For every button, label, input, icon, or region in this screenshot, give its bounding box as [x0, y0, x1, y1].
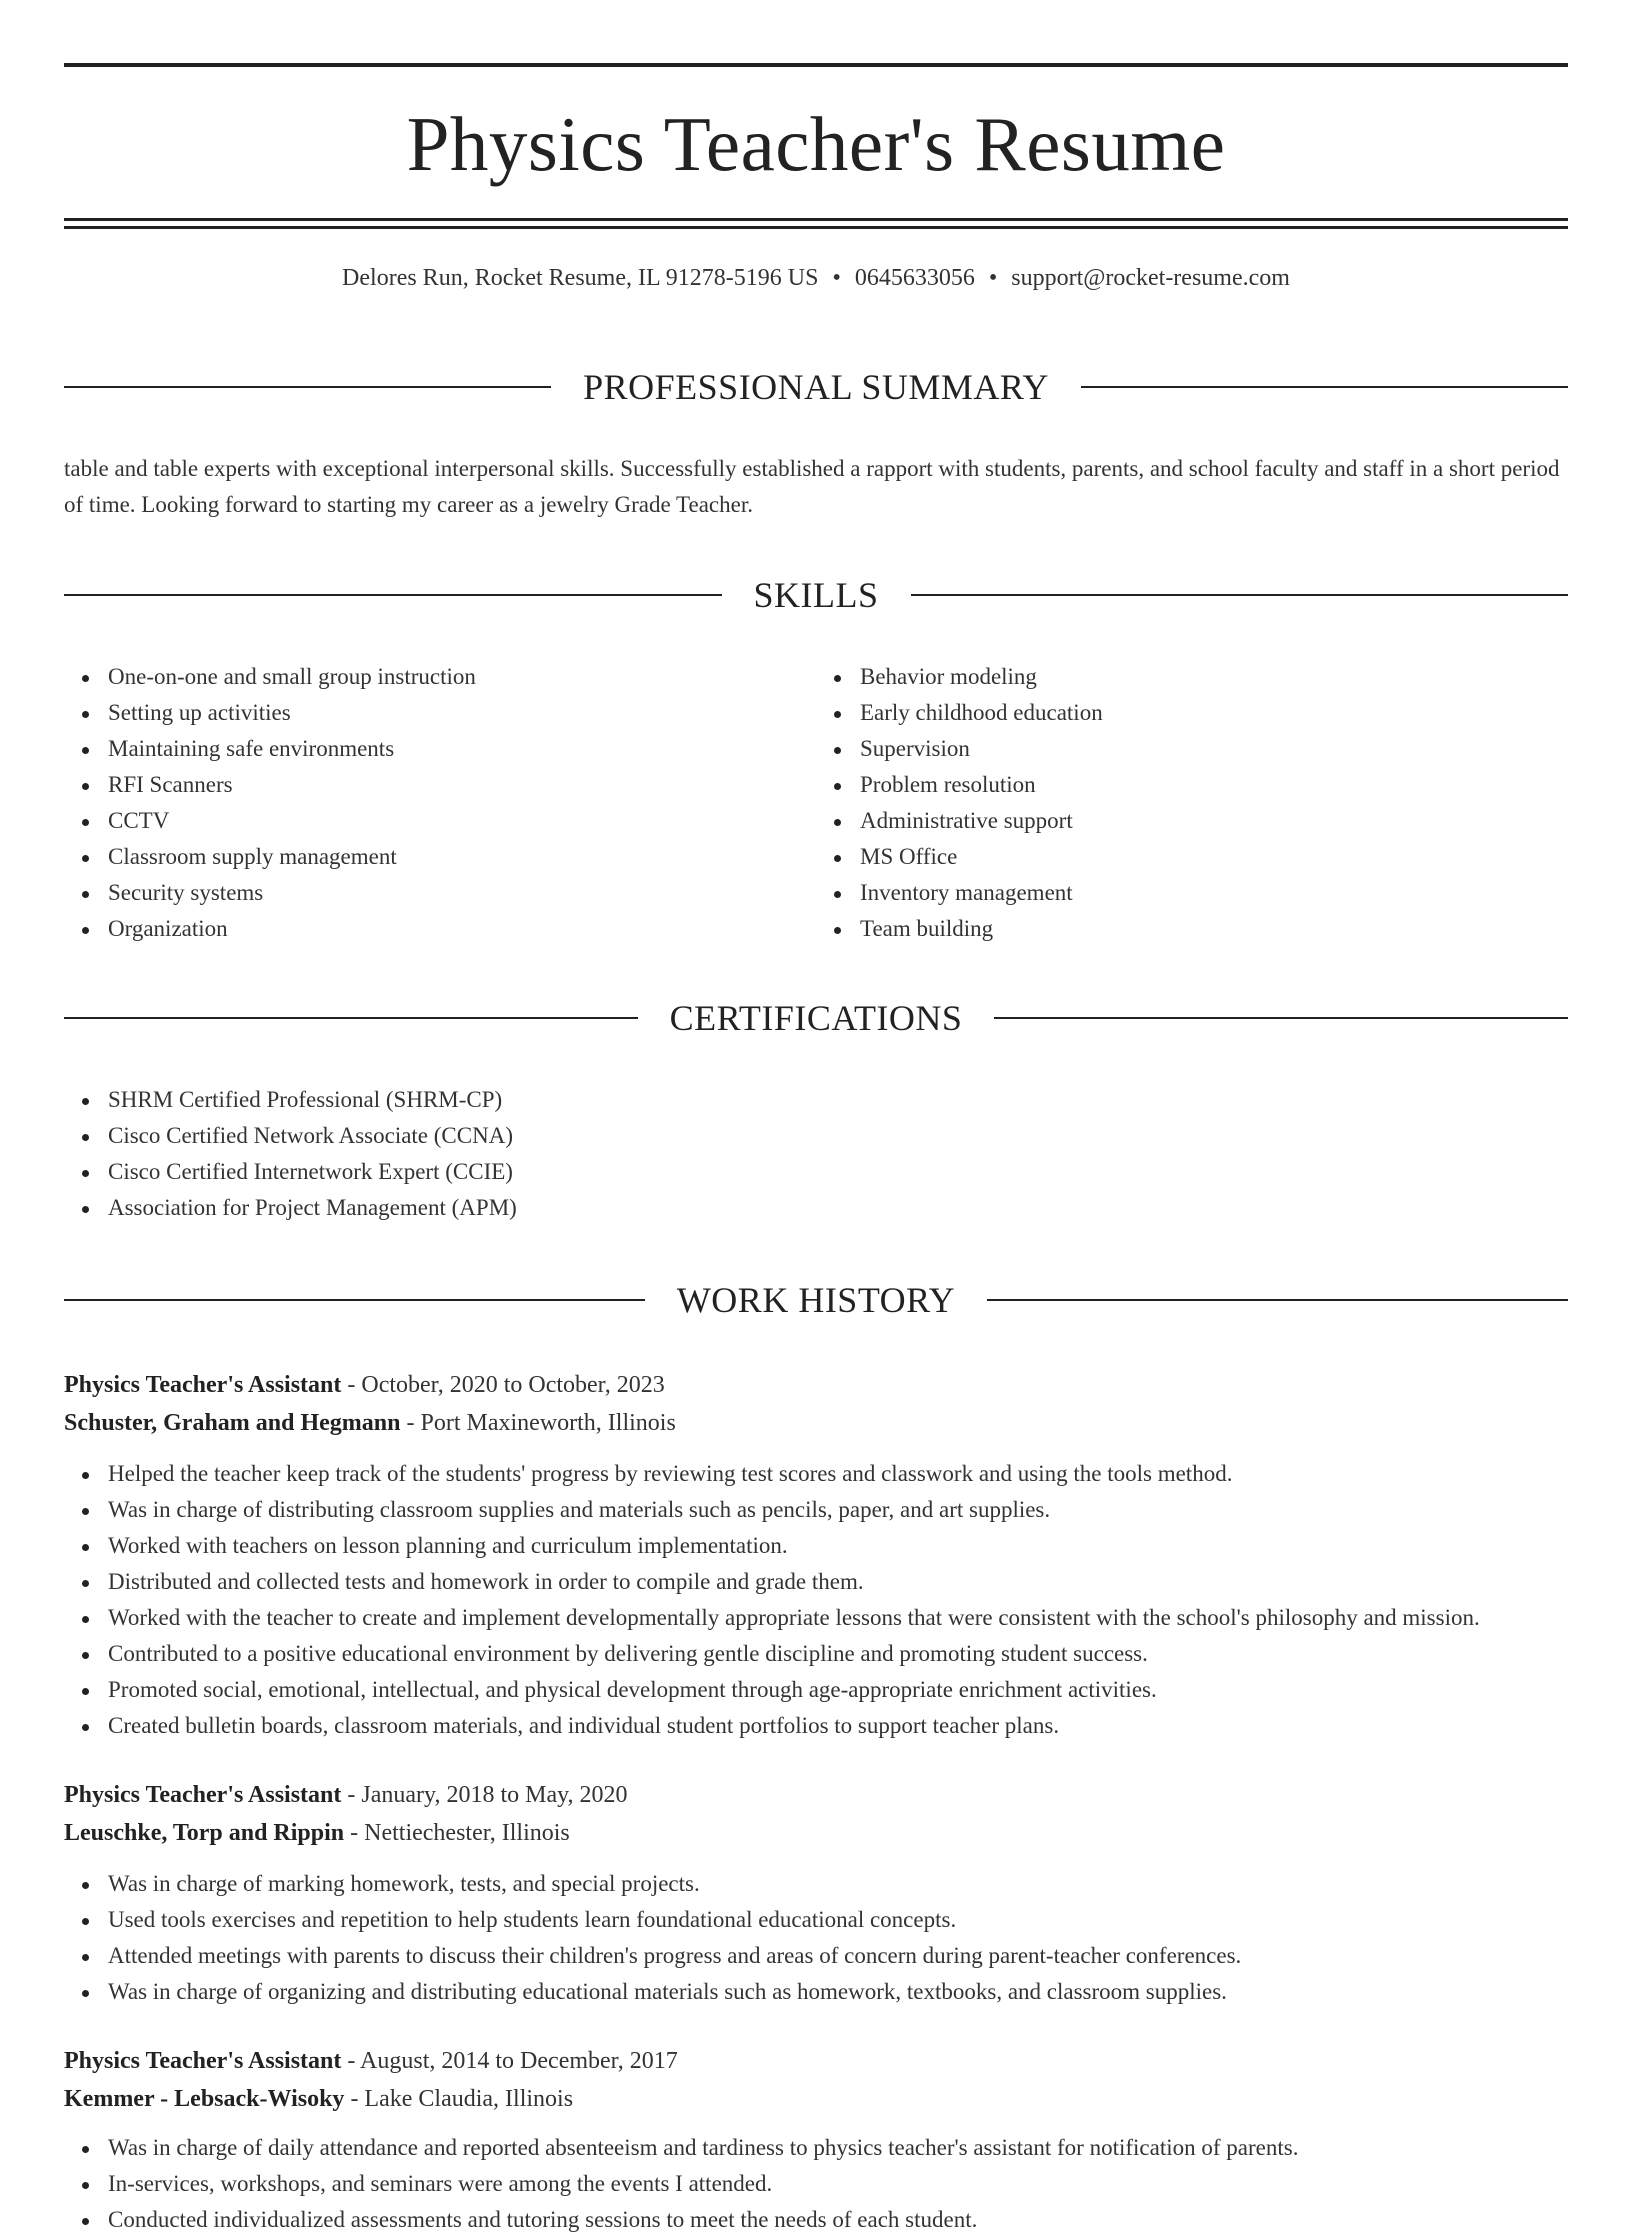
skill-item: CCTV — [108, 803, 816, 839]
skill-item: One-on-one and small group instruction — [108, 659, 816, 695]
heading-rule — [64, 1299, 645, 1301]
job-dates: - October, 2020 to October, 2023 — [341, 1372, 665, 1398]
job-title-line — [64, 1776, 1568, 1814]
heading-rule — [64, 1017, 638, 1019]
heading-rule — [987, 1299, 1568, 1301]
job-company: Kemmer - Lebsack-Wisoky — [64, 2086, 345, 2112]
job-duty-item: Promoted social, emotional, intellectual, and physical development through age-appropriate enrichment activities. — [108, 1672, 1568, 1708]
skill-item: Administrative support — [860, 803, 1568, 839]
job-title-line — [64, 2042, 1568, 2080]
job-company: Schuster, Graham and Hegmann — [64, 1410, 401, 1436]
job-duties-list — [64, 2130, 1568, 2238]
certification-item: Cisco Certified Network Associate (CCNA) — [108, 1118, 1568, 1154]
skill-item: Inventory management — [860, 875, 1568, 911]
job-duty-item: Contributed to a positive educational environment by delivering gentle discipline and promoting student success. — [108, 1636, 1568, 1672]
skills-heading-label: SKILLS — [753, 574, 879, 615]
skill-item: RFI Scanners — [108, 767, 816, 803]
job-duty-item: Attended meetings with parents to discuss their children's progress and areas of concern during parent-teacher conferences. — [108, 1938, 1568, 1974]
skill-item: Problem resolution — [860, 767, 1568, 803]
title-double-rule — [64, 218, 1568, 229]
job-entry — [64, 1366, 1568, 1744]
job-duty-item: Helped the teacher keep track of the students' progress by reviewing test scores and classwork and using the tools method. — [108, 1456, 1568, 1492]
summary-section-heading — [64, 335, 1568, 439]
skill-item: Supervision — [860, 731, 1568, 767]
skills-column-left — [64, 659, 816, 947]
skill-item: Early childhood education — [860, 695, 1568, 731]
skill-item: Team building — [860, 911, 1568, 947]
job-duty-item: Worked with the teacher to create and implement developmentally appropriate lessons that were consistent with the school's philosophy and mission. — [108, 1600, 1568, 1636]
skills-list-left — [64, 659, 816, 947]
job-title: Physics Teacher's Assistant — [64, 1372, 342, 1398]
contact-address: Delores Run, Rocket Resume, IL 91278-5196 US — [342, 265, 819, 291]
certification-item: SHRM Certified Professional (SHRM-CP) — [108, 1082, 1568, 1118]
heading-rule — [994, 1017, 1568, 1019]
job-duties-list — [64, 1866, 1568, 2010]
skills-column-right — [816, 659, 1568, 947]
skill-item: Security systems — [108, 875, 816, 911]
resume-page — [0, 63, 1632, 2232]
certifications-list — [64, 1082, 1568, 1226]
job-duty-item: In-services, workshops, and seminars were among the events I attended. — [108, 2166, 1568, 2202]
certifications-section-heading — [64, 967, 1568, 1071]
job-title: Physics Teacher's Assistant — [64, 2048, 342, 2074]
job-duty-item: Was in charge of organizing and distributing educational materials such as homework, textbooks, and classroom supplies. — [108, 1974, 1568, 2010]
job-company-line — [64, 2080, 1568, 2118]
summary-heading-label: PROFESSIONAL SUMMARY — [583, 366, 1049, 407]
skill-item: MS Office — [860, 839, 1568, 875]
job-duty-item: Used tools exercises and repetition to help students learn foundational educational concepts. — [108, 1902, 1568, 1938]
summary-text: table and table experts with exceptional interpersonal skills. Successfully established a rapport with students, parents, and school faculty and staff in a short period of time. Looking forward to starting my career as a jewelry Grade Teacher. — [64, 455, 1560, 517]
skills-section-heading — [64, 543, 1568, 647]
job-company-line — [64, 1814, 1568, 1852]
heading-rule — [64, 594, 722, 596]
skill-item: Classroom supply management — [108, 839, 816, 875]
page-title: Physics Teacher's Resume — [406, 101, 1226, 187]
contact-separator: • — [832, 265, 841, 291]
job-duty-item: Was in charge of daily attendance and reported absenteeism and tardiness to physics teacher's assistant for notification of parents. — [108, 2130, 1568, 2166]
job-location: - Nettiechester, Illinois — [344, 1820, 570, 1846]
top-rule — [64, 63, 1568, 67]
heading-rule — [911, 594, 1569, 596]
job-entry — [64, 2042, 1568, 2238]
job-dates: - January, 2018 to May, 2020 — [341, 1782, 628, 1808]
job-duty-item: Created bulletin boards, classroom materials, and individual student portfolios to support teacher plans. — [108, 1708, 1568, 1744]
skill-item: Maintaining safe environments — [108, 731, 816, 767]
job-duty-item: Was in charge of marking homework, tests, and special projects. — [108, 1866, 1568, 1902]
skills-grid — [64, 659, 1568, 947]
job-duties-list — [64, 1456, 1568, 1744]
skill-item: Behavior modeling — [860, 659, 1568, 695]
contact-phone: 0645633056 — [854, 265, 975, 291]
contact-line — [64, 263, 1568, 293]
heading-rule — [1081, 386, 1568, 388]
skill-item: Setting up activities — [108, 695, 816, 731]
work-history-heading-label: WORK HISTORY — [676, 1280, 956, 1321]
job-title-line — [64, 1366, 1568, 1404]
job-location: - Port Maxineworth, Illinois — [400, 1410, 676, 1436]
job-dates: - August, 2014 to December, 2017 — [341, 2048, 678, 2074]
skill-item: Organization — [108, 911, 816, 947]
work-history-section-heading — [64, 1248, 1568, 1352]
job-company-line — [64, 1404, 1568, 1442]
skills-list-right — [816, 659, 1568, 947]
job-duty-item: Was in charge of distributing classroom supplies and materials such as pencils, paper, and art supplies. — [108, 1492, 1568, 1528]
certification-item: Association for Project Management (APM) — [108, 1190, 1568, 1226]
certification-item: Cisco Certified Internetwork Expert (CCIE) — [108, 1154, 1568, 1190]
job-entry — [64, 1776, 1568, 2010]
contact-email: support@rocket-resume.com — [1011, 265, 1290, 291]
job-duty-item: Distributed and collected tests and homework in order to compile and grade them. — [108, 1564, 1568, 1600]
heading-rule — [64, 386, 551, 388]
job-title: Physics Teacher's Assistant — [64, 1782, 342, 1808]
certifications-heading-label: CERTIFICATIONS — [669, 998, 963, 1039]
job-duty-item: Conducted individualized assessments and tutoring sessions to meet the needs of each student. — [108, 2202, 1568, 2238]
job-company: Leuschke, Torp and Rippin — [64, 1820, 345, 1846]
job-duty-item: Worked with teachers on lesson planning and curriculum implementation. — [108, 1528, 1568, 1564]
job-location: - Lake Claudia, Illinois — [344, 2086, 574, 2112]
contact-separator: • — [988, 265, 998, 291]
